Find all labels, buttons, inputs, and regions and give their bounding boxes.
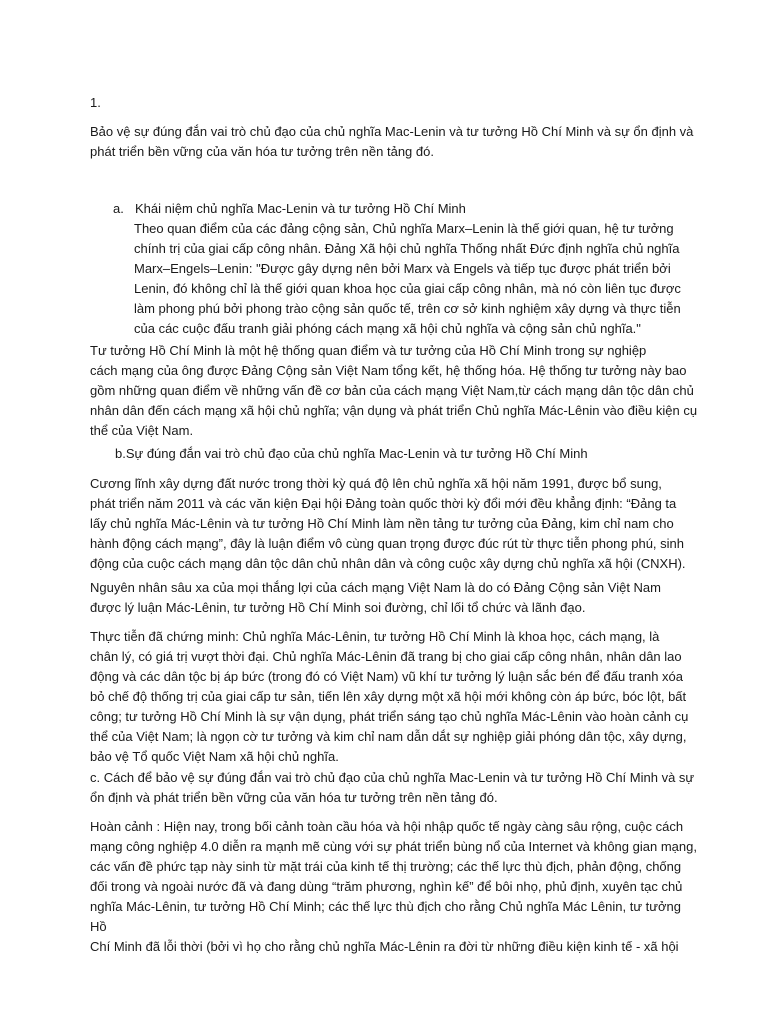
section-a-paragraph-1: Theo quan điểm của các đảng cộng sản, Chủ nghĩa Marx–Lenin là thế giới quan, hệ tư tưởng chính trị của giai cấp công nhân. Đảng Xã hội chủ nghĩa Thống nhất Đức định nghĩa chủ nghĩa Marx–Engels–Lenin: "Được gây dựng nên bởi Marx và Engels và tiếp tục được phát triển bởi Lenin, đó không chỉ là thế giới quan khoa học của giai cấp công nhân, mà nó còn liên tục được làm phong phú bởi phong trào cộng sản quốc tế, trên cơ sở kinh nghiệm xây dựng và thực tiễn của các cuộc đấu tranh giải phóng cách mạng xã hội chủ nghĩa và cộng sản chủ nghĩa." bbox=[134, 221, 681, 336]
section-c-paragraph-1: Hoàn cảnh : Hiện nay, trong bối cảnh toàn cầu hóa và hội nhập quốc tế ngày càng sâu rộng, cuộc cách mạng công nghiệp 4.0 diễn ra mạnh mẽ cùng với sự phát triển bùng nổ của Internet và không gian mạng, các vấn đề phức tạp này sinh từ mặt trái của kinh tế thị trường; các thế lực thù địch, phản động, chống đối trong và ngoài nước đã và đang dùng “trăm phương, nghìn kế” để bôi nhọ, phủ định, xuyên tạc chủ nghĩa Mác-Lênin, tư tưởng Hồ Chí Minh; các thế lực thù địch cho rằng Chủ nghĩa Mác Lênin, tư tưởng Hồ Chí Minh đã lỗi thời (bởi vì họ cho rằng chủ nghĩa Mác-Lênin ra đời từ những điều kiện kinh tế - xã hội bbox=[90, 819, 697, 954]
list-marker-a: a. bbox=[113, 201, 124, 216]
section-b-paragraph-1: Cương lĩnh xây dựng đất nước trong thời kỳ quá độ lên chủ nghĩa xã hội năm 1991, được bổ sung, phát triển năm 2011 và các văn kiện Đại hội Đảng toàn quốc thời kỳ đổi mới đều khẳng định: “Đảng ta lấy chủ nghĩa Mác-Lênin và tư tưởng Hồ Chí Minh làm nền tảng tư tưởng của Đảng, kim chỉ nam cho hành động cách mạng”, đây là luận điểm vô cùng quan trọng được đúc rút từ thực tiễn phong phú, sinh động của cuộc cách mạng dân tộc dân chủ nhân dân và công cuộc xây dựng chủ nghĩa xã hội (CNXH). bbox=[90, 476, 686, 571]
section-a-paragraph-2: Tư tưởng Hồ Chí Minh là một hệ thống quan điểm và tư tưởng của Hồ Chí Minh trong sự nghiệp cách mạng của ông được Đảng Cộng sản Việt Nam tổng kết, hệ thống hóa. Hệ thống tư tưởng này bao gồm những quan điểm về những vấn đề cơ bản của cách mạng Việt Nam,từ cách mạng dân tộc dân chủ nhân dân đến cách mạng xã hội chủ nghĩa; vận dụng và phát triển Chủ nghĩa Mác-Lênin vào điều kiện cụ thể của Việt Nam. bbox=[90, 343, 698, 438]
section-b-paragraph-2: Nguyên nhân sâu xa của mọi thắng lợi của cách mạng Việt Nam là do có Đảng Cộng sản Việt Nam được lý luận Mác-Lênin, tư tưởng Hồ Chí Minh soi đường, chỉ lối tổ chức và lãnh đạo. bbox=[90, 580, 661, 615]
section-c-heading: c. Cách để bảo vệ sự đúng đắn vai trò chủ đạo của chủ nghĩa Mac-Lenin và tư tưởng Hồ Chí Minh và sự ổn định và phát triển bền vững của văn hóa tư tưởng trên nền tảng đó. bbox=[90, 770, 695, 805]
section-number: 1. bbox=[90, 95, 101, 110]
section-a-heading-row bbox=[113, 199, 466, 219]
section-b-paragraph-3: Thực tiễn đã chứng minh: Chủ nghĩa Mác-Lênin, tư tưởng Hồ Chí Minh là khoa học, cách mạng, là chân lý, có giá trị vượt thời đại. Chủ nghĩa Mác-Lênin đã trang bị cho giai cấp công nhân, nhân dân lao động và các dân tộc bị áp bức (trong đó có Việt Nam) vũ khí tư tưởng lý luận sắc bén để đấu tranh xóa bỏ chế độ thống trị của giai cấp tư sản, tiến lên xây dựng một xã hội mới không còn áp bức, bóc lột, bất công; tư tưởng Hồ Chí Minh là sự vận dụng, phát triển sáng tạo chủ nghĩa Mác-Lênin vào hoàn cảnh cụ thể của Việt Nam; là ngọn cờ tư tưởng và kim chỉ nam dẫn dắt sự nghiệp giải phóng dân tộc, xây dựng, bảo vệ Tổ quốc Việt Nam xã hội chủ nghĩa. bbox=[90, 629, 689, 764]
section-a-heading: Khái niệm chủ nghĩa Mac-Lenin và tư tưởng Hồ Chí Minh bbox=[135, 201, 466, 216]
section-b-heading: b.Sự đúng đắn vai trò chủ đạo của chủ nghĩa Mac-Lenin và tư tưởng Hồ Chí Minh bbox=[115, 446, 588, 461]
document-title: Bảo vệ sự đúng đắn vai trò chủ đạo của chủ nghĩa Mac-Lenin và tư tưởng Hồ Chí Minh và sự ổn định và phát triển bền vững của văn hóa tư tưởng trên nền tảng đó. bbox=[90, 124, 694, 159]
